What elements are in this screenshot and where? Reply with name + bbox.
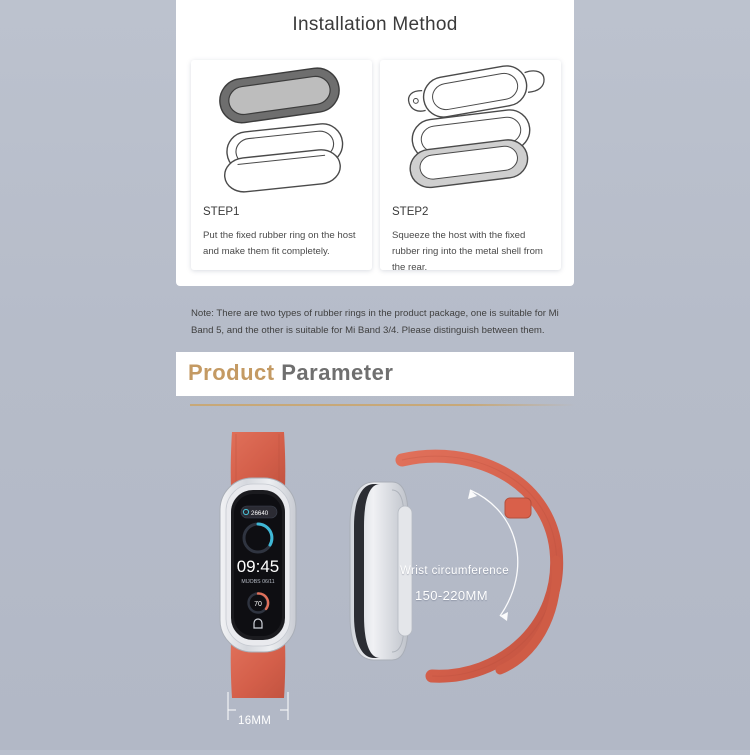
product-parameter-title [188, 360, 393, 386]
installation-note: Note: There are two types of rubber rings in the product package, one is suitable for Mi Band 5, and the other is suitable for Mi Band 3/4. Please distinguish between them. [191, 308, 559, 336]
watch-date: MIJOBS 06/11 [241, 579, 275, 585]
step2-illustration [380, 60, 561, 205]
product-parameter-divider [190, 404, 576, 406]
product-parameter-band [176, 352, 574, 396]
product-parameter-title-word2: Parameter [281, 360, 394, 385]
installation-title: Installation Method [292, 14, 458, 35]
step-card-1 [191, 60, 372, 270]
installation-panel [176, 0, 574, 286]
step-card-2 [380, 60, 561, 273]
watch-heart-rate: 70 [254, 601, 262, 608]
step2-label: STEP2 [392, 206, 429, 218]
product-photo [0, 420, 750, 750]
step1-label: STEP1 [203, 206, 240, 218]
step2-description: Squeeze the host with the fixed rubber ring into the metal shell from the rear. [392, 230, 543, 273]
watch-steps: 26640 [251, 510, 269, 517]
step1-description: Put the fixed rubber ring on the host and make them fit completely. [203, 230, 356, 257]
wrist-circumference-label: Wrist circumference [400, 565, 509, 577]
product-parameter-title-word1: Product [188, 360, 275, 385]
wrist-circumference-value: 150-220MM [415, 588, 488, 603]
watch-time: 09:45 [236, 557, 280, 576]
step1-illustration [191, 60, 372, 205]
front-view-band [220, 432, 296, 720]
band-width-label: 16MM [238, 715, 272, 727]
product-photo-illustration [0, 420, 750, 750]
